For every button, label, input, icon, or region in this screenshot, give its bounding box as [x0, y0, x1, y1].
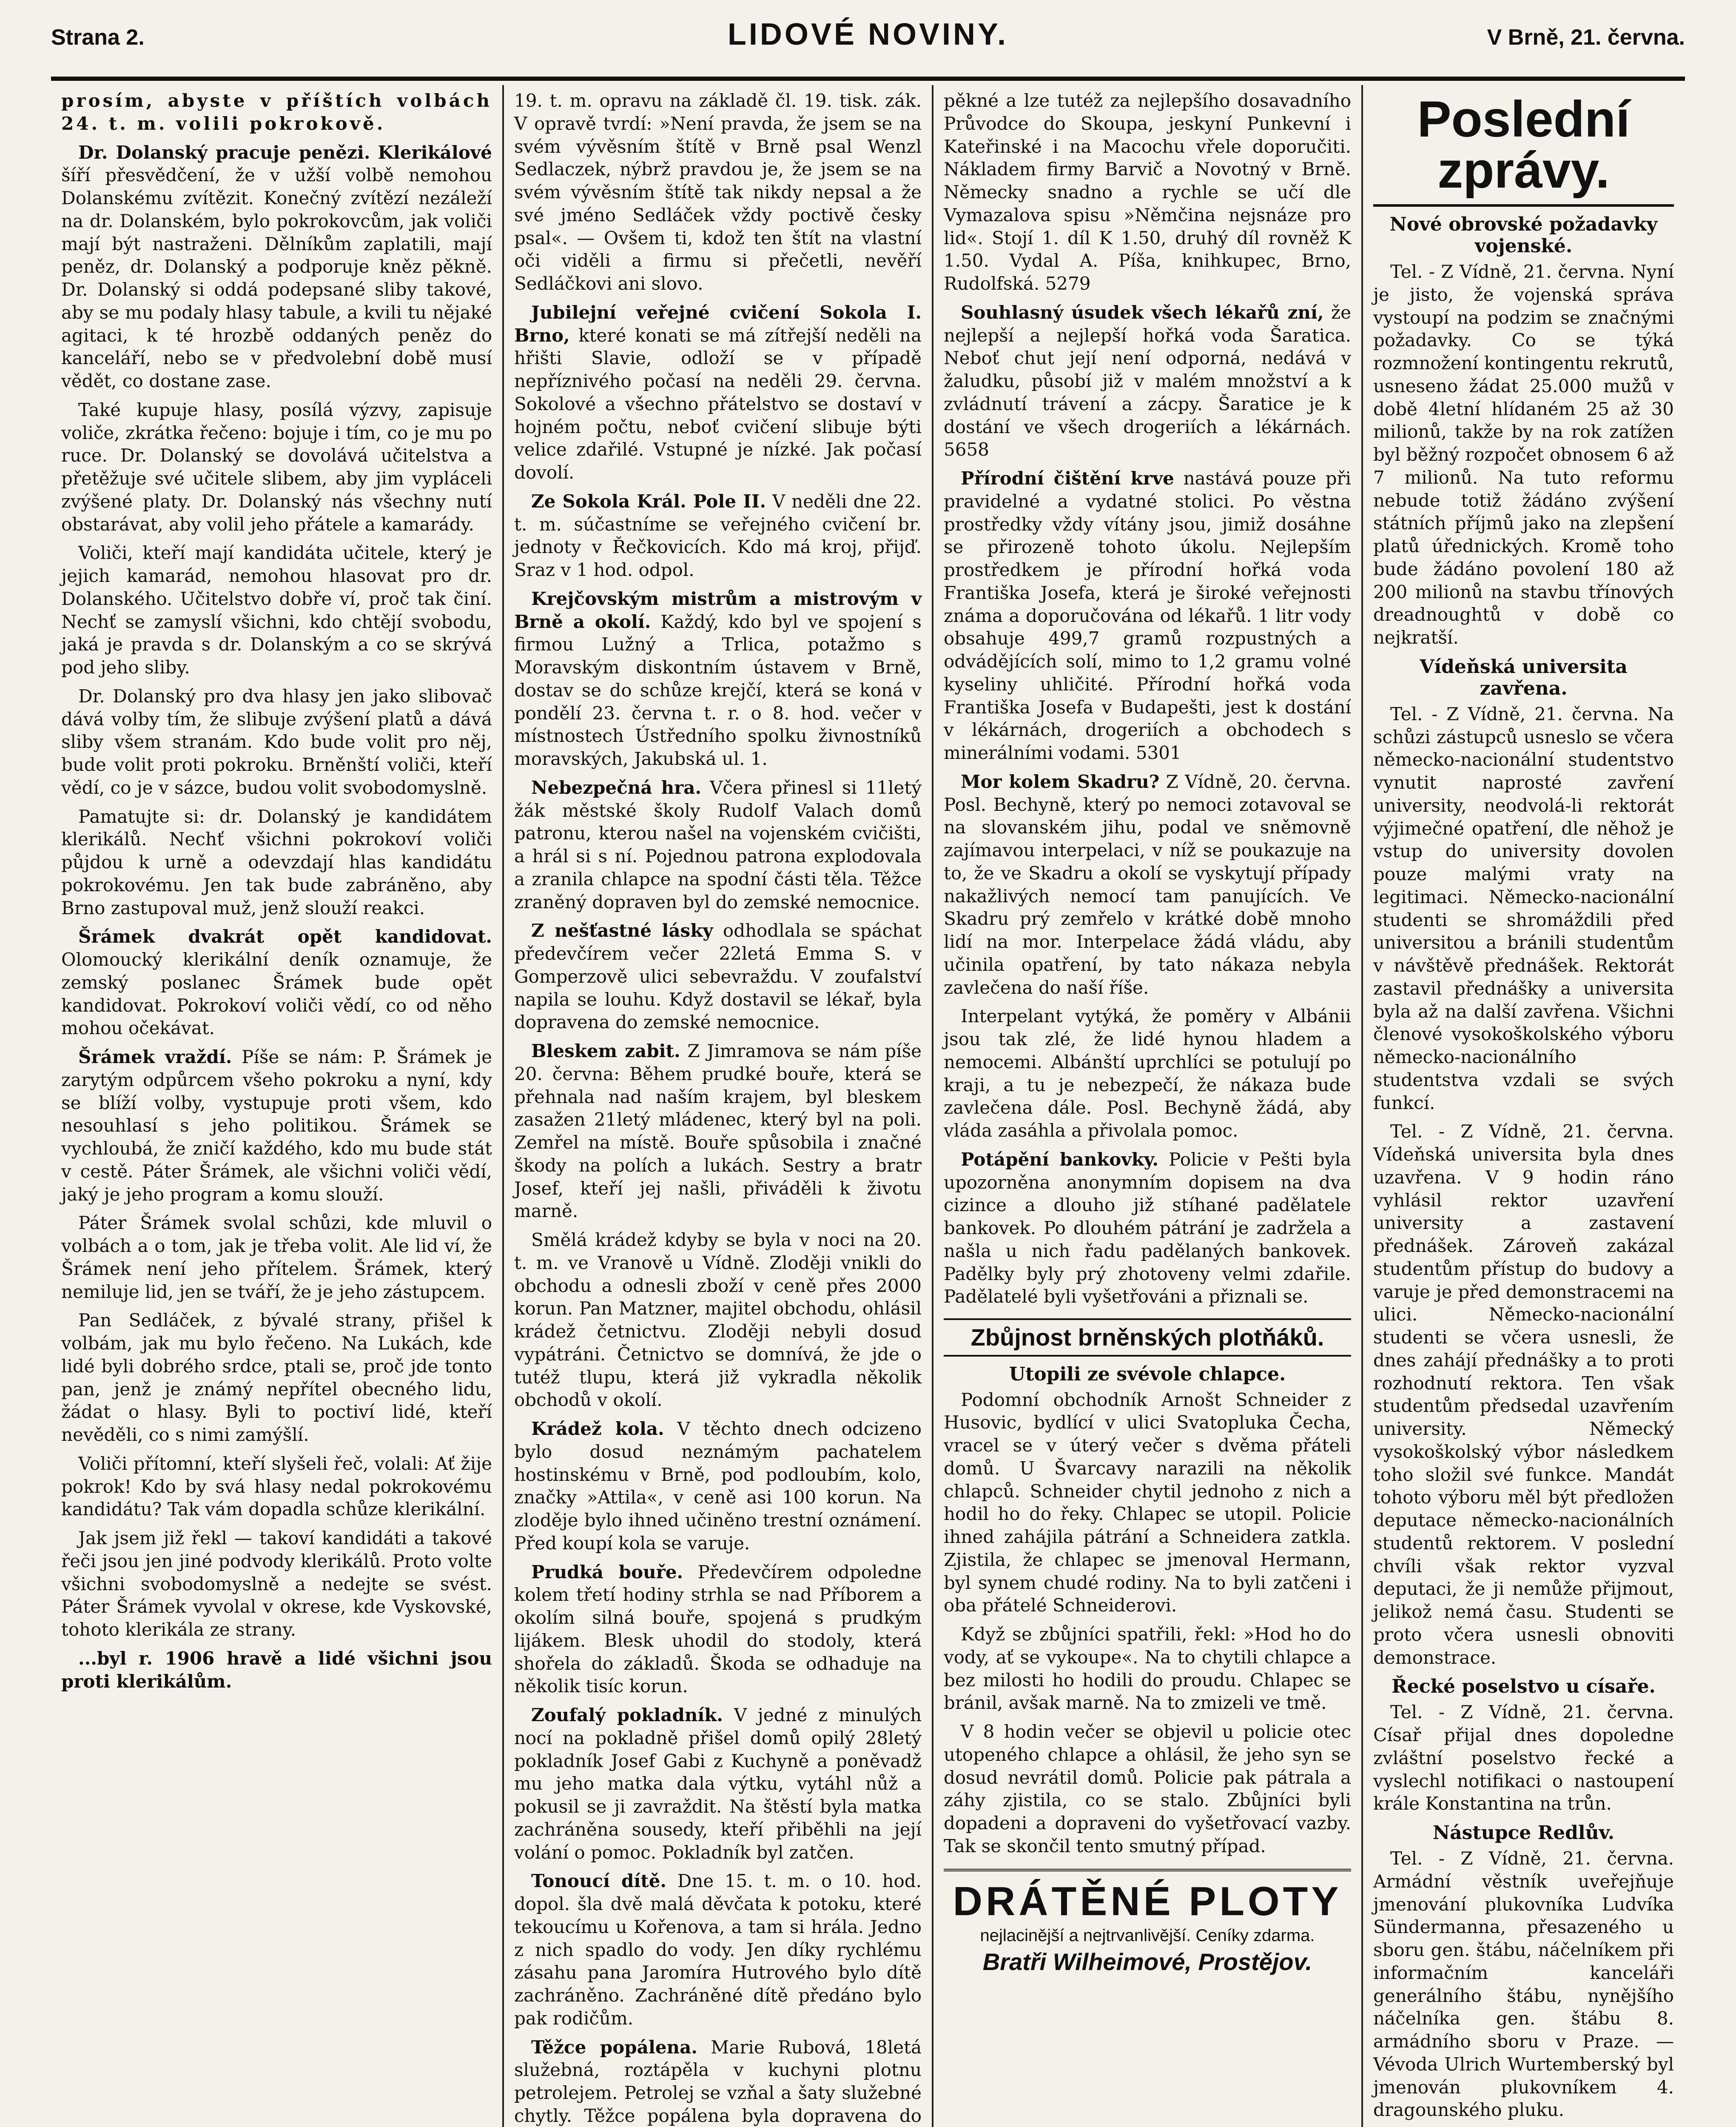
- article-paragraph: [514, 919, 922, 1034]
- article-paragraph: [944, 301, 1351, 461]
- article-paragraph: [514, 2036, 922, 2127]
- article-paragraph: Páter Šrámek svolal schůzi, kde mluvil o volbách a o tom, jak je třeba volit. Ale lid ví, že Šrámek není jeho přítelem. Šrámek, který nemiluje lid, jen se tváří, že je jeho zástupcem.: [61, 1212, 492, 1302]
- news-subheading: Nové obrovské požadavky vojenské.: [1389, 214, 1658, 257]
- article-paragraph: Také kupuje hlasy, posílá výzvy, zapisuje voliče, zkrátka řečeno: bojuje i tím, co je mu po ruce. Dr. Dolanský se dovolává učitelstva a přetěžuje své učitele slibem, aby jim vypláceli zvýšené platy. Dr. Dolanský nás všechny nutí obstarávat, aby volil jeho přátele a kamarády.: [61, 399, 492, 535]
- article-text: Policie v Pešti byla upozorněna anonymním dopisem na dva cizince a dlouho již stíhané padělatele bankovek. Po dlouhém pátrání je zadržela a našla u nich řadu padělaných bankovek. Padělky byly prý zhotoveny velmi zdařile. Padělatelé byli vyšetřováni a přiznali se.: [944, 1149, 1351, 1307]
- column-4: [1363, 85, 1684, 2127]
- article-paragraph: Voliči, kteří mají kandidáta učitele, který je jejich kamarád, nemohou hlasovat pro dr. Dolanského. Učitelstvo dobře ví, proč tak činí. Nechť se zamyslí všichni, kdo chtějí svobodu, jaká je pravda s dr. Dolanským a co se skrývá pod jeho sliby.: [61, 542, 492, 678]
- article-paragraph: Pan Sedláček, z bývalé strany, přišel k volbám, jak mu bylo řečeno. Na Lukách, kde lidé byli dobrého srdce, ptali se, proč jde tonto pan, jenž je známý nepřítel obecného lidu, žádat o hlasy. Byli to poctiví lidé, kteří nevěděli, co s nimi zamýšlí.: [61, 1310, 492, 1445]
- article-head: Bleskem zabit.: [531, 1041, 680, 1061]
- article-head: Ze Sokola Král. Pole II.: [531, 490, 766, 512]
- article-head: Potápění bankovky.: [961, 1149, 1159, 1170]
- article-paragraph: Voliči přítomní, kteří slyšeli řeč, volali: Ať žije pokrok! Kdo by svá hlasy nedal pokrokovému kandidátu? Tak vám dopadla schůze klerikální.: [61, 1453, 492, 1520]
- news-paragraph: Tel. - Z Vídně, 21. června. Císař přijal dnes dopoledne zvláštní poselstvo řecké a vyslechl notifikaci o nastoupení krále Konstantina na trůn.: [1373, 1702, 1674, 1814]
- article-paragraph: [514, 1040, 922, 1223]
- article-head: Souhlasný úsudek všech lékařů zní,: [961, 302, 1324, 323]
- article-paragraph: Smělá krádež kdyby se byla v noci na 20. t. m. ve Vranově u Vídně. Zloději vnikli do obchodu a odnesli zboží v ceně přes 2000 korun. Pan Matzner, majitel obchodu, ohlásil krádež četnictvu. Zloději nebyli dosud vypátráni. Četnictvo se domnívá, že jde o tutéž tlupu, která již vykradla několik obchodů v okolí.: [514, 1229, 922, 1411]
- article-paragraph: Interpelant vytýká, že poměry v Albánii jsou tak zlé, že lidé hynou hladem a nemocemi. Albánští uprchlíci se potulují po kraji, a tu je nebezpečí, že nákaza bude zavlečena dále. Posl. Bechyně žádá, aby vláda zasáhla a přivolala pomoc.: [944, 1006, 1351, 1141]
- article-text: odhodlala se spáchat předevčírem večer 22letá Emma S. v Gomperzově ulici sebevraždu. V zoufalství napila se louhu. Když dostavil se lékař, byla dopravena do zemské nemocnice.: [514, 920, 922, 1033]
- advertisement: [944, 1869, 1351, 1976]
- article-number: 5301: [1136, 742, 1181, 763]
- article-head: Mor kolem Skadru?: [961, 771, 1160, 792]
- article-paragraph: Pamatujte si: dr. Dolanský je kandidátem klerikálů. Nechť všichni pokrokoví voliči půjdou k urně a odevzdají hlas kandidátu pokrokovému. Jen tak bude zabráněno, aby Brno zastupoval muž, jenž slouží reakci.: [61, 806, 492, 918]
- column-1: [51, 85, 504, 2127]
- article-head: Těžce popálena.: [531, 2036, 697, 2058]
- article-paragraph: [514, 490, 922, 582]
- article-paragraph: [944, 770, 1351, 999]
- article-head: Prudká bouře.: [531, 1561, 683, 1582]
- article-head: Tonoucí dítě.: [531, 1870, 667, 1892]
- article-text: Každý, kdo byl ve spojení s firmou Lužný a Trlica, potažmo s Moravským diskontním ústavem v Brně, dostav se do schůze krejčí, která se koná v pondělí 23. června t. r. o 8. hod. večer v místnostech Ústředního spolku živnostníků moravských, Jakubská ul. 1.: [514, 611, 922, 769]
- article-text: V těchto dnech odcizeno bylo dosud neznámým pachatelem hostinskému v Brně, pod podloubím, kolo, značky »Attila«, v ceně asi 100 korun. Na zloděje bylo ihned učiněno trestní oznámení. Před koupí kola se varuje.: [514, 1418, 922, 1554]
- article-head: Zoufalý pokladník.: [531, 1705, 723, 1725]
- article-paragraph: [514, 1870, 922, 2030]
- news-paragraph: Tel. - Z Vídně, 21. června. Vídeňská universita byla dnes uzavřena. V 9 hodin ráno vyhlásil rektor uzavření university a zastavení přednášek. Zároveň zakázal studentům přístup do budovy a varuje je před demonstracemi na ulici. Německo-nacionální studenti se včera usnesli, že dnes zahájí přednášky a to proti rozhodnutí rektora. Ten však studentům předsedal uzavřením university. Německý vysokoškolský výbor následkem toho složil své funkce. Mandát tohoto výboru měl být předložen deputace německo-nacionálních studentů rektorem. V poslední chvíli však rektor vyzval deputaci, že ji nemůže přijmout, jelikož nemá času. Studenti se proto včera usnesli obnoviti demonstrace.: [1373, 1121, 1674, 1668]
- article-paragraph: [61, 1046, 492, 1206]
- article-paragraph: [514, 1417, 922, 1555]
- article-paragraph: Dr. Dolanský pro dva hlasy jen jako slibovač dává volby tím, že slibuje zvýšení platů a dává sliby všem stranám. Kdo bude volit pro něj, bude volit proti pokroku. Brněnští voliči, kteří vědí, co je v sázce, budou volit svobodomyslně.: [61, 685, 492, 798]
- article-text: že nejlepší a nejlepší hořká voda Šaratica. Neboť chut její není odporná, nedává v žaludku, působí již v malém množství a k zvládnutí trávení a zácpy. Šaratice je k dostání ve všech drogeriích a lékárnách.: [944, 302, 1351, 437]
- article-paragraph: [944, 1148, 1351, 1308]
- article-paragraph: [514, 587, 922, 770]
- article-paragraph: ...byl r. 1906 hravě a lidé všichni jsou proti klerikálům.: [61, 1648, 492, 1692]
- article-paragraph: Když se zbůjníci spatřili, řekl: »Hod ho do vody, ať se vykoupe«. Na to chytili chlapce a bez milosti ho hodili do proudu. Chlapec se bránil, avšak marně. Na to zmizeli ve tmě.: [944, 1624, 1351, 1714]
- article-text: nastává pouze při pravidelné a vydatné stolici. Po věstna prostředky vždy vítány jsou, jimiž dosáhne se přirozeně tohoto úkolu. Nejlepším prostředkem je přírodní hořká voda Františka Josefa, která je široké veřejnosti známa a doporučována od lékařů. 1 litr vody obsahuje 499,7 gramů rozpustných a odvádějících solí, mimo to 1,2 gramu volné kyseliny uhličité. Přírodní hořká voda Františka Josefa v Budapešti, jest k dostání v lékárnách, drogeriích a obchodech s minerálními vodami.: [944, 468, 1351, 763]
- article-paragraph: 19. t. m. opravu na základě čl. 19. tisk. zák. V opravě tvrdí: »Není pravda, že jsem se na svém vývěsním štítě v Brně psal Wenzl Sedlaczek, nýbrž pravdou je, že jsem se na svém vývěsním štítě tak nikdy nepsal a že své jméno Sedláček vždy poctivě česky psal«. — Ovšem ti, kdož ten štít na vlastní oči viděli a firmu si přečetli, nevěří Sedláčkovi ani slovo.: [514, 90, 922, 294]
- article-paragraph: [514, 776, 922, 914]
- article-head: Dr. Dolanský pracuje penězi.: [78, 142, 370, 163]
- news-paragraph: Tel. - Z Vídně, 21. června. Na schůzi zástupců usneslo se včera německo-nacionální studentstvo vynutit naprosté zavření university, neodvolá-li rektorát výjimečné opatření, dle něhož je vstup do university dovolen pouze malými vraty na legitimaci. Německo-nacionální studenti se shromáždili před universitou a bránili studentům v návštěvě přednášek. Rektorát zastavil přednášky a universita byla až na další zavřena. Všichni členové vysokoškolského výboru německo-nacionálního studentstva vzdali se svých funkcí.: [1373, 703, 1674, 1113]
- article-text: Předevčírem odpoledne kolem třetí hodiny strhla se nad Příborem a okolím silná bouře, spojená s prudkým lijákem. Blesk uhodil do stodoly, která shořela do základů. Škoda se odhaduje na několik tisíc korun.: [514, 1561, 922, 1697]
- article-lead: prosím, abyste v příštích volbách 24. t. m. volili pokrokově.: [61, 90, 492, 134]
- article-head: Jubilejní veřejné cvičení Sokola I. Brno,: [514, 302, 922, 346]
- article-head: Krejčovským mistrům a mistrovým v Brně a okolí.: [514, 588, 922, 632]
- article-text: V jedné z minulých nocí na pokladně přišel domů opilý 28letý pokladník Josef Gabi z Kuchyně a poněvadž mu jeho matka dala výtku, vytáhl nůž a pokusil se ji zavraždit. Na štěstí byla matka zachráněna sousedy, kteří přiběhli na její volání o pomoc. Pokladník byl zatčen.: [514, 1705, 922, 1863]
- paper-title: LIDOVÉ NOVINY.: [727, 17, 1009, 51]
- article-head: Přírodní čištění krve: [961, 468, 1174, 489]
- ad-brand: Bratři Wilheimové, Prostějov.: [982, 1948, 1312, 1976]
- article-head: Krádež kola.: [531, 1418, 664, 1439]
- article-text: Včera přinesl si 11letý žák městské školy Rudolf Valach domů patronu, kterou našel na vojenském cvičišti, a hrál si s ní. Pojednou patrona explodovala a zranila chlapce na spodní části těla. Těžce zraněný dopraven byl do zemské nemocnice.: [514, 777, 922, 912]
- article-head-tail: Klerikálové: [378, 142, 492, 163]
- ad-line: nejlacinější a nejtrvanlivější. Ceníky zdarma.: [980, 1926, 1315, 1945]
- article-paragraph: [514, 1704, 922, 1864]
- article-paragraph: [944, 89, 1351, 295]
- article-text: Marie Rubová, 18letá služebná, roztápěla v kuchyni plotnu petrolejem. Petrolej se vzňal a šaty služebné chytly. Těžce popálena byla dopravena do: [514, 2036, 922, 2126]
- section-heading: Zbůjnost brněnských plotňáků.: [944, 1318, 1351, 1357]
- latest-news-heading: Poslední zprávy.: [1373, 94, 1674, 207]
- section-subheading: Utopili ze svévole chlapce.: [1009, 1363, 1286, 1385]
- ad-title: DRÁTĚNÉ PLOTY: [953, 1878, 1342, 1924]
- article-paragraph: V 8 hodin večer se objevil u policie otec utopeného chlapce a ohlásil, že jeho syn se dosud nevrátil domů. Policie pak pátrala a záhy zjistila, co se stalo. Zbůjníci byli dopadeni a dopraveni do vyšetřovací vazby. Tak se skončil tento smutný případ.: [944, 1721, 1351, 1856]
- masthead: [51, 17, 1685, 81]
- article-text: Z Vídně, 20. června. Posl. Bechyně, který po nemoci zotavoval se na slovanském jihu, podal ve sněmovně zajímavou interpelaci, v níž se poukazuje na to, že ve Skadru a okolí se vyskytují případy nakažlivých nemocí tam panujících. Ve Skadru prý zemřelo v krátké době mnoho lidí na mor. Interpelace žádá vládu, aby učinila opatření, by tato nákaza nebyla zavlečena do naší říše.: [944, 771, 1351, 998]
- news-subheading: Vídeňská universita zavřena.: [1420, 656, 1628, 699]
- date-line: V Brně, 21. června.: [1487, 25, 1685, 50]
- column-3: [933, 85, 1363, 2127]
- article-number: 5279: [1045, 273, 1091, 294]
- news-paragraph: Tel. - Z Vídně, 21. června. Armádní věstník uveřejňuje jmenování plukovníka Ludvíka Sündermanna, přesazeného u sboru gen. štábu, náčelníkem při informačním kanceláři generálního štábu, nynějšího náčelníka gen. štábu 8. armádního sboru v Praze. — Vévoda Ulrich Wurtemberský byl jmenován plukovníkem 4. dragounského pluku.: [1373, 1848, 1674, 2121]
- article-text: které konati se má zítřejší neděli na hřišti Slavie, odloží se v případě nepříznivého počasí na neděli 29. června. Sokolové a všechno přátelstvo se dostaví v hojném počtu, neboť cvičení slibuje býti velice zdařilé. Vstupné je nízké. Jak počasí dovolí.: [514, 325, 922, 483]
- article-text: pěkné a lze tutéž za nejlepšího dosavadního Průvodce do Skoupa, jeskyní Punkevní i Kateřinské i na Macochu vřele doporučiti. Nákladem firmy Barvič a Novotný v Brně. Německy snadno a rychle se učí dle Vymazalova spisu »Němčina nejsnáze pro lid«. Stojí 1. díl K 1.50, druhý díl rovněž K 1.50. Vydal A. Píša, knihkupec, Brno, Rudolfská.: [944, 90, 1351, 294]
- column-2: [504, 85, 933, 2127]
- page-number: Strana 2.: [51, 25, 145, 50]
- news-subheading: Řecké poselstvo u císaře.: [1392, 1676, 1656, 1698]
- article-text: Olomoucký klerikální deník oznamuje, že zemský poslanec Šrámek bude opět kandidovat. Pokrokoví voliči vědí, co od něho mohou očekávat.: [61, 949, 492, 1039]
- article-text: Píše se nám: P. Šrámek je zarytým odpůrcem všeho pokroku a nyní, kdy se blíží volby, vystupuje proti všem, kdo nesouhlasí s jeho politikou. Šrámek se vychloubá, že zničí každého, kdo mu bude stát v cestě. Páter Šrámek, ale všichni voliči vědí, jaký je jeho program a komu slouží.: [61, 1046, 492, 1205]
- article-paragraph: [61, 925, 492, 1040]
- article-paragraph: [514, 301, 922, 484]
- article-paragraph: [514, 1561, 922, 1698]
- article-head: Nebezpečná hra.: [531, 777, 702, 798]
- article-head: Z nešťastné lásky: [531, 920, 713, 941]
- news-subheading: Nástupce Redlův.: [1432, 1822, 1615, 1844]
- article-text: šíří přesvědčení, že v užší volbě nemohou Dolanskému zvítězit. Konečný zvítězí nezáleží na dr. Dolanském, bylo pokrokovcům, jak voliči mají být nastraženi. Dělníkům zaplatili, mají peněz, dr. Dolanský a podporuje kněz pěkně. Dr. Dolanský si oddá podepsané sliby takové, aby se mu podaly hlasy tabule, a kvili tu nějaké agitaci, k té hrozbě oddaných peněz do kanceláří, nebo se v předvolební době musí vědět, co dostane zase.: [61, 165, 492, 391]
- article-number: 5658: [944, 439, 989, 460]
- columns: [51, 85, 1685, 2127]
- article-text: V neděli dne 22. t. m. súčastníme se veřejného cvičení br. jednoty v Řečkovicích. Kdo má kroj, přijď. Sraz v 1 hod. odpol.: [514, 490, 922, 580]
- article-paragraph: Podomní obchodník Arnošt Schneider z Husovic, bydlící v ulici Svatopluka Čecha, vracel se v úterý večer s dvěma přáteli domů. U Švarcavy narazili na několik chlapců. Schneider chytil jednoho z nich a hodil ho do řeky. Chlapec se utopil. Policie ihned zahájila pátrání a Schneidera zatkla. Zjistila, že chlapec se jmenoval Hermann, byl synem chudé rodiny. Na to byli zatčeni i oba přátelé Schneiderovi.: [944, 1389, 1351, 1616]
- article-text: Dne 15. t. m. o 10. hod. dopol. šla dvě malá děvčata k potoku, které tekoucímu u Kořenova, a tam si hrála. Jedno z nich spadlo do vody. Jen díky rychlému zásahu pana Jaromíra Hutrového bylo dítě zachráněno. Zachráněné dítě předáno bylo pak rodičům.: [514, 1870, 922, 2029]
- article-head: Šrámek dvakrát opět kandidovat.: [78, 926, 492, 947]
- article-paragraph: [61, 141, 492, 393]
- article-head: Šrámek vraždí.: [78, 1046, 232, 1067]
- article-text: Z Jimramova se nám píše 20. června: Během prudké bouře, která se přehnala nad naším krajem, byl bleskem zasažen 21letý mládenec, který byl na poli. Zemřel na místě. Bouře spůsobila i značné škody na polích a lukách. Sestry a bratr Josef, kteří jej našli, přiváděli k životu marně.: [514, 1041, 922, 1222]
- article-paragraph: Jak jsem již řekl — takoví kandidáti a takové řeči jsou jen jiné podvody klerikálů. Proto volte všichni svobodomyslně a nedejte se svést. Páter Šrámek vyvolal v okrese, kde Vyskovské, tohoto klerikála ze strany.: [61, 1528, 492, 1640]
- news-paragraph: Tel. - Z Vídně, 21. června. Nyní je jisto, že vojenská správa vystoupí na podzim se značnými požadavky. Co se týká rozmnožení kontingentu rekrutů, usneseno žádat 25.000 mužů v době 4letní hlídaném 25 až 30 milionů, takže by na rok zatížen byl běžný rozpočet obnosem 6 až 7 milionů. Na tuto reformu nebude totiž žádáno zvýšení státních příjmů jako na zlepšení platů úřednických. Kromě toho bude žádáno povolení 180 až 200 milionů na stavbu třínových dreadnoughtů v době co nejkratší.: [1373, 261, 1674, 648]
- article-paragraph: [944, 467, 1351, 764]
